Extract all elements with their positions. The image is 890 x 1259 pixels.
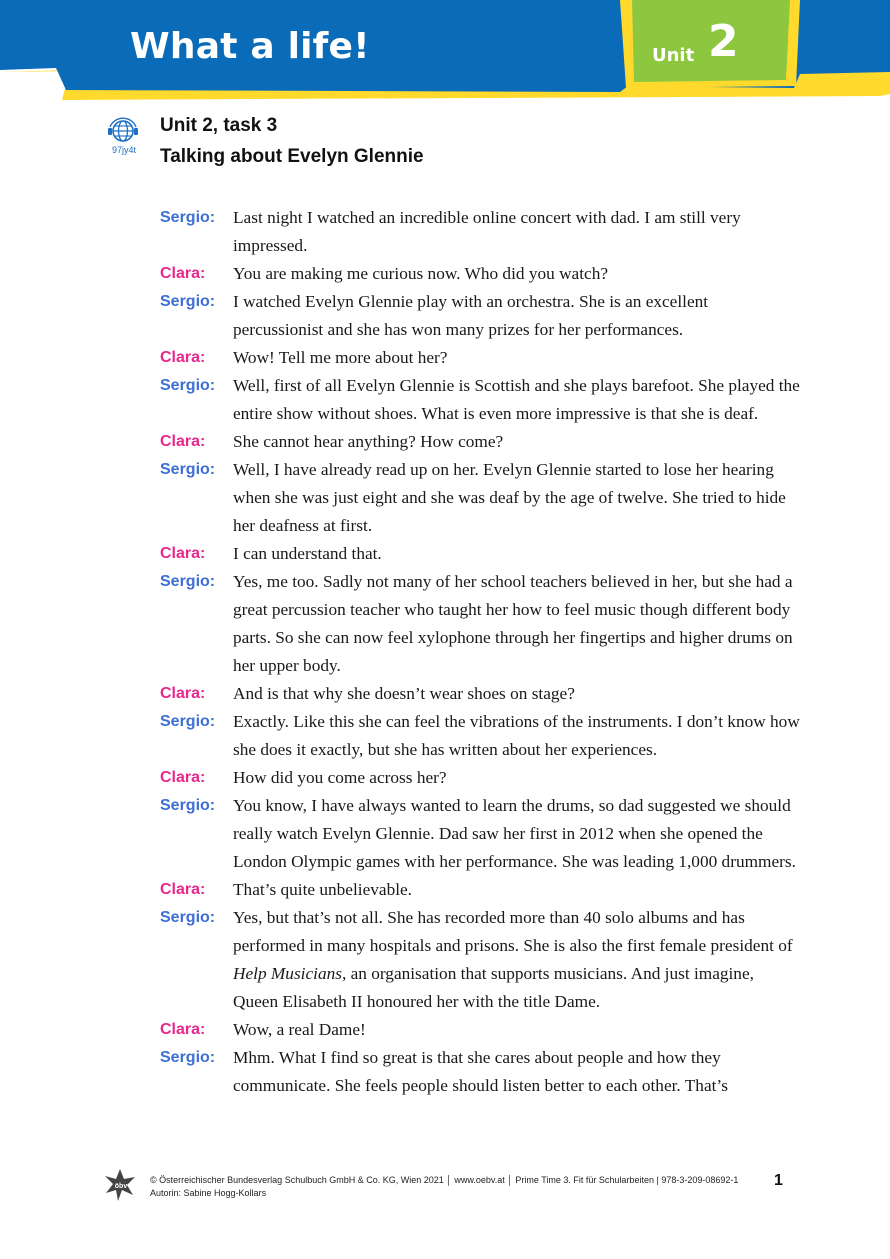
speaker-label: Clara: xyxy=(160,769,206,786)
dialogue-line xyxy=(160,708,800,764)
speaker-label: Sergio: xyxy=(160,713,216,730)
footer-copyright: © Österreichischer Bundesverlag Schulbuch GmbH & Co. KG, Wien 2021 xyxy=(150,1175,444,1185)
speech-text: Wow, a real Dame! xyxy=(233,1020,366,1039)
speaker-label: Sergio: xyxy=(160,909,216,926)
dialogue-line xyxy=(160,792,800,876)
speaker-label: Clara: xyxy=(160,349,206,366)
unit-number: 2 xyxy=(708,16,739,67)
dialogue-line xyxy=(160,204,800,260)
dialogue xyxy=(160,204,800,1100)
footer-website[interactable]: www.oebv.at xyxy=(454,1175,505,1185)
speech-text: That’s quite unbelievable. xyxy=(233,880,412,899)
dialogue-line xyxy=(160,680,800,708)
speech-text: I can understand that. xyxy=(233,544,382,563)
speaker-label: Sergio: xyxy=(160,1049,216,1066)
dialogue-line xyxy=(160,904,800,1016)
dialogue-line xyxy=(160,344,800,372)
speaker-label: Clara: xyxy=(160,265,206,282)
speech-text: How did you come across her? xyxy=(233,768,447,787)
speaker-label: Sergio: xyxy=(160,573,216,590)
speaker-label: Clara: xyxy=(160,433,206,450)
task-subtitle: Talking about Evelyn Glennie xyxy=(160,146,424,167)
speech-text: You know, I have always wanted to learn the drums, so dad suggested we should really watch Evelyn Glennie. Dad saw her first in 2012 when she opened the London Olympic games with her performance. She was leading 1,000 drummers. xyxy=(233,796,796,871)
dialogue-line xyxy=(160,260,800,288)
dialogue-line xyxy=(160,288,800,344)
speech-text: You are making me curious now. Who did you watch? xyxy=(233,264,609,283)
publisher-logo xyxy=(104,1168,136,1202)
speech-text: Last night I watched an incredible online concert with dad. I am still very impressed. xyxy=(233,208,741,255)
speaker-label: Clara: xyxy=(160,685,206,702)
footer-text xyxy=(150,1174,738,1200)
footer-line: © Österreichischer Bundesverlag Schulbuch GmbH & Co. KG, Wien 2021 │ www.oebv.at │ Prime Time 3. Fit für Schularbeiten | 978-3-209-08692-1 xyxy=(150,1175,739,1185)
speaker-label: Sergio: xyxy=(160,293,216,310)
speech-text xyxy=(233,904,800,1016)
dialogue-line xyxy=(160,428,800,456)
speaker-label: Clara: xyxy=(160,881,206,898)
dialogue-line xyxy=(160,876,800,904)
speech-text: Well, I have already read up on her. Evelyn Glennie started to lose her hearing when she was just eight and she was deaf by the age of twelve. She tried to hide her deafness at first. xyxy=(233,460,786,535)
speech-text: She cannot hear anything? How come? xyxy=(233,432,504,451)
speech-text: I watched Evelyn Glennie play with an orchestra. She is an excellent percussionist and she has won many prizes for her performances. xyxy=(233,292,709,339)
speech-text: Exactly. Like this she can feel the vibrations of the instruments. I don’t know how she does it exactly, but she has written about her experiences. xyxy=(233,712,800,759)
speech-text: And is that why she doesn’t wear shoes on stage? xyxy=(233,684,575,703)
dialogue-line xyxy=(160,456,800,540)
unit-label: Unit xyxy=(652,45,695,66)
speaker-label: Sergio: xyxy=(160,797,216,814)
task-title: Unit 2, task 3 xyxy=(160,115,278,136)
dialogue-line xyxy=(160,1016,800,1044)
speech-text: Mhm. What I find so great is that she cares about people and how they communicate. She feels people should listen better to each other. That’s xyxy=(233,1048,728,1095)
speech-text-part: Yes, but that’s not all. She has recorded more than 40 solo albums and has performed in many hospitals and prisons. She is also the first female president of xyxy=(233,908,793,955)
organisation-name: Help Musicians xyxy=(233,964,342,983)
globe-link-icon[interactable] xyxy=(106,116,140,146)
speaker-label: Sergio: xyxy=(160,377,216,394)
speech-text: Yes, me too. Sadly not many of her school teachers believed in her, but she had a great percussion teacher who taught her how to feel music though different body parts. So she can now feel xylophone through her fingertips and higher drums on her upper body. xyxy=(233,572,793,675)
dialogue-line xyxy=(160,1044,800,1100)
speech-text: Well, first of all Evelyn Glennie is Scottish and she plays barefoot. She played the entire show without shoes. What is even more impressive is that she is deaf. xyxy=(233,376,800,423)
footer-author: Autorin: Sabine Hogg-Kollars xyxy=(150,1188,267,1198)
speech-text: Wow! Tell me more about her? xyxy=(233,348,448,367)
header-banner xyxy=(0,0,890,110)
footer-book: Prime Time 3. Fit für Schularbeiten xyxy=(515,1175,654,1185)
speaker-label: Clara: xyxy=(160,545,206,562)
speech-text-part: , an organisation that supports musicians. And just imagine, Queen Elisabeth II honoured her with the title Dame. xyxy=(233,964,754,1011)
page-number: 1 xyxy=(774,1172,783,1189)
footer-isbn: 978-3-209-08692-1 xyxy=(661,1175,739,1185)
dialogue-line xyxy=(160,568,800,680)
dialogue-line xyxy=(160,540,800,568)
page-title: What a life! xyxy=(130,26,370,67)
dialogue-line xyxy=(160,372,800,428)
speaker-label: Clara: xyxy=(160,1021,206,1038)
logo-text: öbv xyxy=(114,1183,128,1190)
speaker-label: Sergio: xyxy=(160,461,216,478)
dialogue-line xyxy=(160,764,800,792)
speaker-label: Sergio: xyxy=(160,209,216,226)
online-code[interactable]: 97jy4t xyxy=(111,145,137,155)
